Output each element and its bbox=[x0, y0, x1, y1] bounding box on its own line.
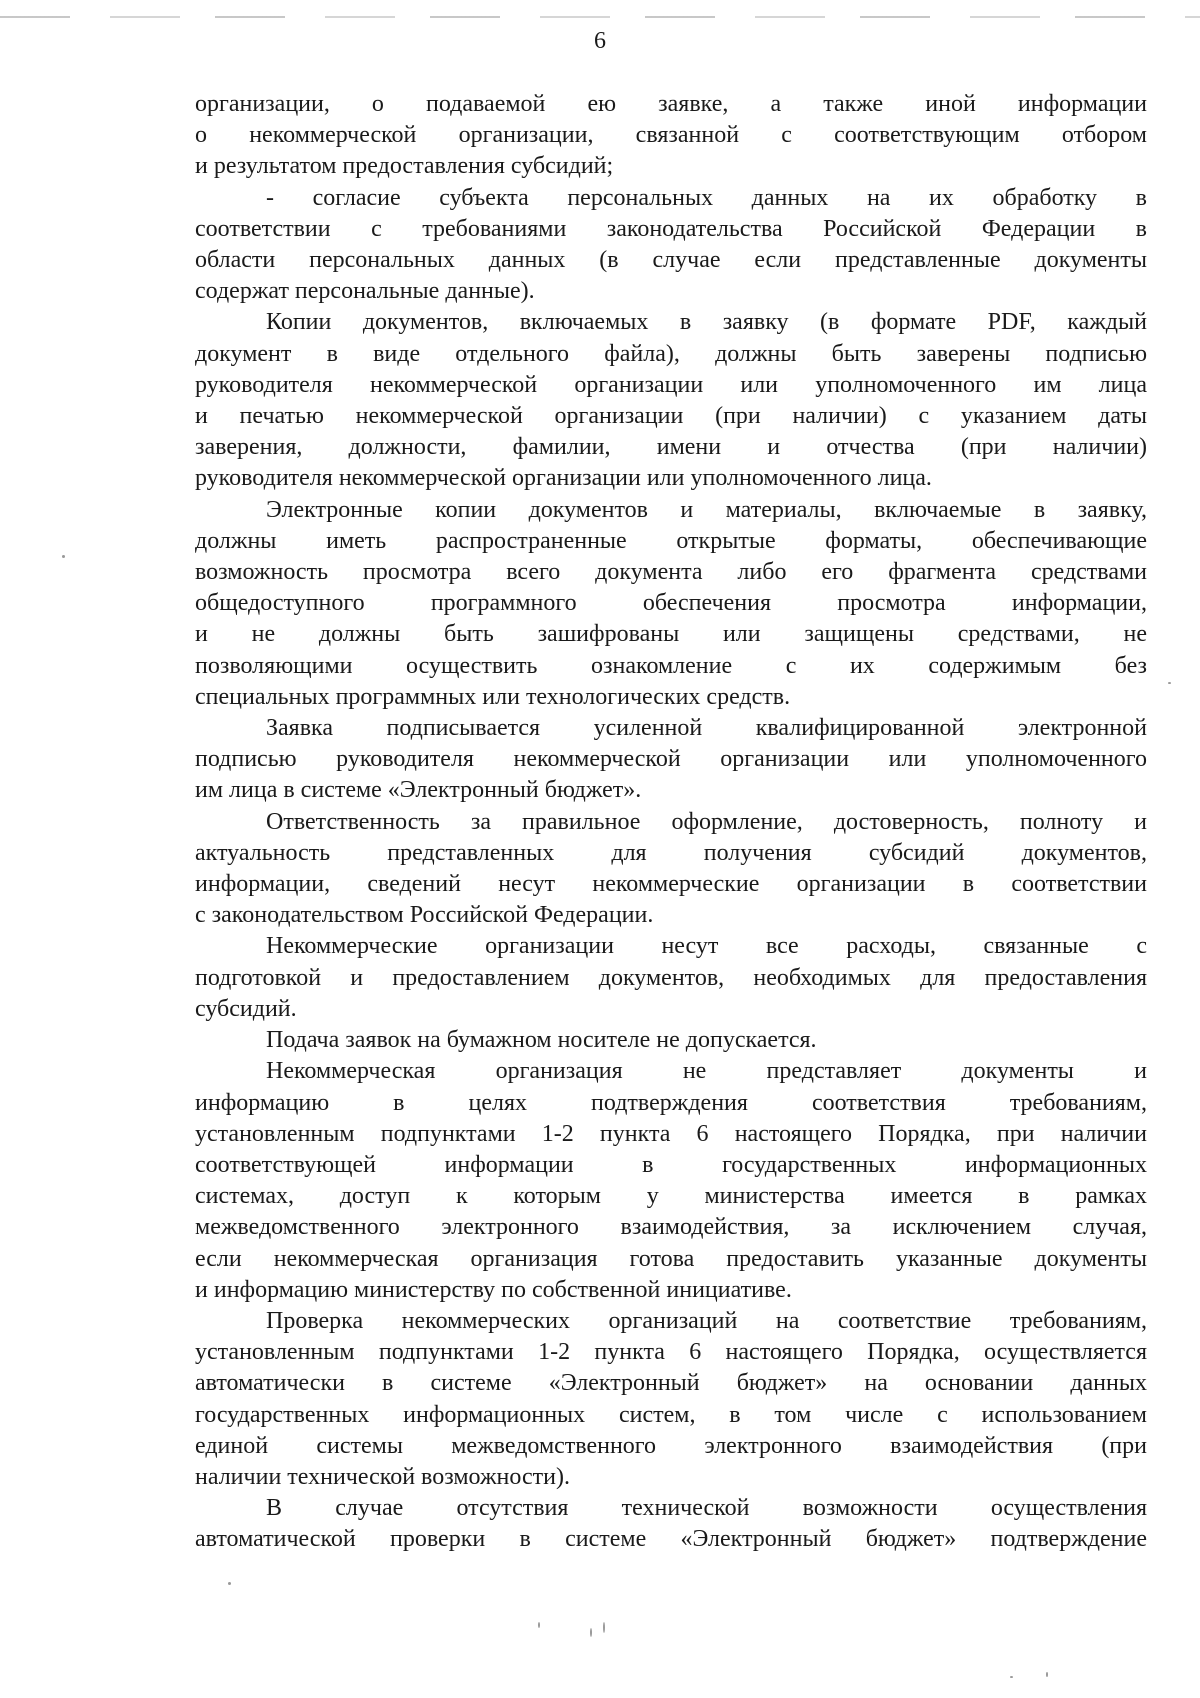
text-line: документ в виде отдельного файла), должны быть заверены подписью bbox=[195, 340, 1147, 367]
text-line: области персональных данных (в случае если представленные документы bbox=[195, 247, 1147, 274]
paragraph-expenses bbox=[195, 931, 1147, 1025]
text-line: установленным подпунктами 1-2 пункта 6 настоящего Порядка, осуществляется bbox=[195, 1339, 1147, 1366]
text-line: и не должны быть зашифрованы или защищены средствами, не bbox=[195, 621, 1147, 648]
text-line: если некоммерческая организация готова предоставить указанные документы bbox=[195, 1245, 1147, 1272]
text-line: руководителя некоммерческой организации или уполномоченного им лица bbox=[195, 371, 1147, 398]
text-line: и результатом предоставления субсидий; bbox=[195, 153, 614, 180]
page-number: 6 bbox=[594, 28, 606, 54]
scan-speck bbox=[1046, 1672, 1048, 1677]
text-line: подготовкой и предоставлением документов, необходимых для предоставления bbox=[195, 964, 1147, 991]
paragraph-continuation bbox=[195, 89, 1147, 183]
text-line: единой системы межведомственного электронного взаимодействия (при bbox=[195, 1432, 1147, 1459]
text-line: соответствии с требованиями законодательства Российской Федерации в bbox=[195, 215, 1147, 242]
scan-speck bbox=[538, 1622, 540, 1628]
text-line: содержат персональные данные). bbox=[195, 278, 535, 305]
text-line: информацию в целях подтверждения соответствия требованиям, bbox=[195, 1089, 1147, 1116]
paragraph-electronic-copies bbox=[195, 495, 1147, 713]
text-line: Проверка некоммерческих организаций на соответствие требованиям, bbox=[266, 1307, 1147, 1334]
paragraph-automatic-check bbox=[195, 1306, 1147, 1493]
text-line: информации, сведений несут некоммерческие организации в соответствии bbox=[195, 871, 1147, 898]
text-line: В случае отсутствия технической возможности осуществления bbox=[266, 1495, 1147, 1522]
paragraph-no-technical-possibility bbox=[195, 1493, 1147, 1555]
text-line: заверения, должности, фамилии, имени и отчества (при наличии) bbox=[195, 434, 1147, 461]
text-line: подписью руководителя некоммерческой организации или уполномоченного bbox=[195, 746, 1147, 773]
paragraph-responsibility bbox=[195, 807, 1147, 932]
text-line: системах, доступ к которым у министерства имеется в рамках bbox=[195, 1183, 1147, 1210]
paragraph-signature bbox=[195, 713, 1147, 807]
text-line: - согласие субъекта персональных данных на их обработку в bbox=[266, 184, 1147, 211]
scan-speck bbox=[590, 1628, 592, 1637]
text-line: возможность просмотра всего документа либо его фрагмента средствами bbox=[195, 559, 1147, 586]
text-line: межведомственного электронного взаимодействия, за исключением случая, bbox=[195, 1214, 1147, 1241]
scan-top-edge-artifact bbox=[0, 16, 1200, 18]
text-line: наличии технической возможности). bbox=[195, 1463, 570, 1490]
text-line: должны иметь распространенные открытые форматы, обеспечивающие bbox=[195, 527, 1147, 554]
text-line: Некоммерческие организации несут все расходы, связанные с bbox=[266, 933, 1147, 960]
scan-speck bbox=[603, 1622, 605, 1633]
text-line: Подача заявок на бумажном носителе не допускается. bbox=[266, 1027, 817, 1054]
text-line: с законодательством Российской Федерации. bbox=[195, 902, 654, 929]
text-line: им лица в системе «Электронный бюджет». bbox=[195, 777, 642, 804]
text-line: позволяющими осуществить ознакомление с их содержимым без bbox=[195, 652, 1147, 679]
text-line: Копии документов, включаемых в заявку (в формате PDF, каждый bbox=[266, 309, 1147, 336]
scan-speck bbox=[1010, 1676, 1013, 1678]
scan-speck bbox=[62, 555, 65, 558]
text-line: установленным подпунктами 1-2 пункта 6 настоящего Порядка, при наличии bbox=[195, 1120, 1147, 1147]
text-line: автоматически в системе «Электронный бюджет» на основании данных bbox=[195, 1370, 1147, 1397]
text-line: соответствующей информации в государственных информационных bbox=[195, 1151, 1147, 1178]
paragraph-document-copies bbox=[195, 307, 1147, 494]
text-line: Электронные копии документов и материалы, включаемые в заявку, bbox=[266, 496, 1147, 523]
text-line: Некоммерческая организация не представляет документы и bbox=[266, 1058, 1147, 1085]
text-line: актуальность представленных для получения субсидий документов, bbox=[195, 839, 1147, 866]
text-line: специальных программных или технологических средств. bbox=[195, 683, 791, 710]
scan-speck bbox=[228, 1582, 231, 1585]
text-line: о некоммерческой организации, связанной с соответствующим отбором bbox=[195, 122, 1147, 149]
text-line: общедоступного программного обеспечения просмотра информации, bbox=[195, 590, 1147, 617]
text-line: государственных информационных систем, в том числе с использованием bbox=[195, 1401, 1147, 1428]
text-line: автоматической проверки в системе «Электронный бюджет» подтверждение bbox=[195, 1526, 1147, 1553]
text-line: Ответственность за правильное оформление, достоверность, полноту и bbox=[266, 808, 1147, 835]
paragraph-interagency-info bbox=[195, 1056, 1147, 1306]
paragraph-consent bbox=[195, 183, 1147, 308]
text-line: организации, о подаваемой ею заявке, а также иной информации bbox=[195, 91, 1147, 117]
text-line: и информацию министерству по собственной инициативе. bbox=[195, 1276, 792, 1303]
text-line: руководителя некоммерческой организации или уполномоченного лица. bbox=[195, 465, 932, 492]
paragraph-paper-submission bbox=[195, 1025, 1147, 1056]
scan-speck bbox=[1168, 682, 1171, 684]
text-line: Заявка подписывается усиленной квалифицированной электронной bbox=[266, 715, 1147, 742]
document-body bbox=[195, 89, 1147, 1556]
text-line: субсидий. bbox=[195, 995, 297, 1022]
text-line: и печатью некоммерческой организации (при наличии) с указанием даты bbox=[195, 403, 1147, 430]
